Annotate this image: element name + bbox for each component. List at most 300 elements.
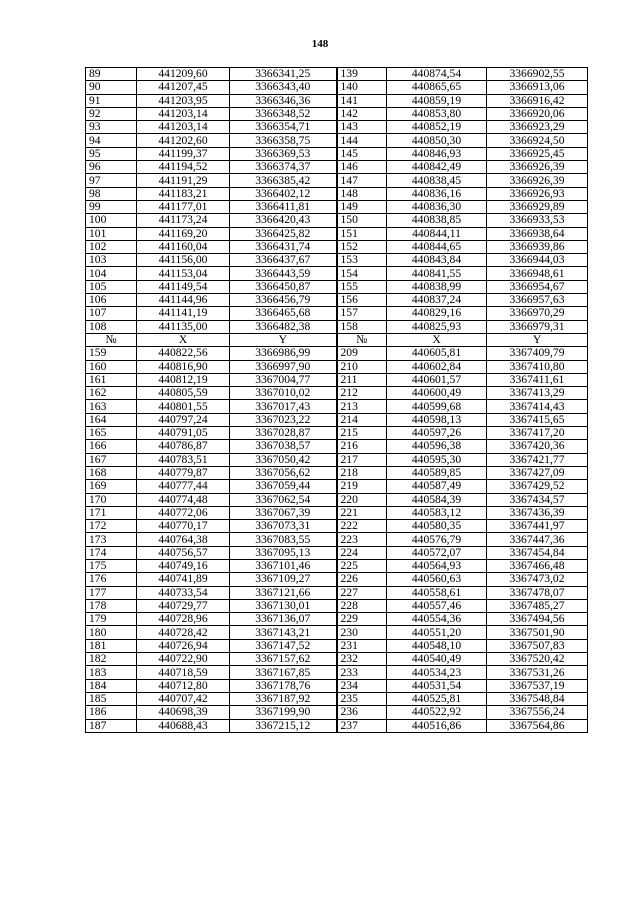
table-row [86,520,588,533]
cell-y-left: 3366456,79 [230,294,337,307]
cell-point-number-right: 215 [337,427,387,440]
cell-y-left: 3367121,66 [230,586,337,599]
cell-y-left: 3367109,27 [230,573,337,586]
cell-y-right: 3366938,64 [487,227,588,240]
cell-y-left: 3366369,53 [230,147,337,160]
cell-x-left: 440812,19 [137,373,230,386]
cell-point-number-left: 187 [86,719,137,732]
cell-y-left: 3367143,21 [230,626,337,639]
cell-x-left: 440722,90 [137,653,230,666]
cell-y-left: 3366411,81 [230,200,337,213]
cell-x-left: 441173,24 [137,214,230,227]
table-row [86,254,588,267]
cell-y-right: 3367507,83 [487,639,588,652]
cell-x-left: 440801,55 [137,400,230,413]
cell-y-left: 3367010,02 [230,387,337,400]
table-row [86,121,588,134]
cell-x-right: 440829,16 [387,307,487,320]
cell-point-number-left: 178 [86,599,137,612]
cell-y-right: 3367520,42 [487,653,588,666]
header-x-right: X [387,333,487,346]
cell-x-left: 441183,21 [137,187,230,200]
cell-x-right: 440601,57 [387,373,487,386]
cell-point-number-right: 139 [337,68,387,81]
cell-point-number-left: 166 [86,440,137,453]
cell-y-right: 3366933,53 [487,214,588,227]
cell-point-number-left: 168 [86,466,137,479]
cell-y-left: 3367059,44 [230,480,337,493]
cell-point-number-right: 149 [337,200,387,213]
header-y-right: Y [487,333,588,346]
cell-x-right: 440838,99 [387,280,487,293]
cell-x-right: 440551,20 [387,626,487,639]
cell-x-right: 440560,63 [387,573,487,586]
cell-point-number-left: 169 [86,480,137,493]
cell-point-number-right: 220 [337,493,387,506]
cell-y-right: 3366926,39 [487,174,588,187]
cell-x-right: 440534,23 [387,666,487,679]
cell-point-number-left: 163 [86,400,137,413]
table-row [86,347,588,360]
cell-x-left: 440777,44 [137,480,230,493]
cell-x-left: 440764,38 [137,533,230,546]
table-row [86,559,588,572]
cell-x-right: 440602,84 [387,360,487,373]
cell-x-right: 440597,26 [387,427,487,440]
cell-x-left: 440707,42 [137,692,230,705]
cell-y-right: 3367411,61 [487,373,588,386]
table-row [86,240,588,253]
cell-point-number-left: 93 [86,121,137,134]
cell-point-number-right: 221 [337,506,387,519]
cell-y-left: 3367215,12 [230,719,337,732]
table-row [86,307,588,320]
cell-point-number-right: 224 [337,546,387,559]
cell-y-right: 3366916,42 [487,94,588,107]
cell-x-right: 440850,30 [387,134,487,147]
cell-y-left: 3366420,43 [230,214,337,227]
cell-point-number-right: 217 [337,453,387,466]
table-row [86,227,588,240]
cell-x-right: 440599,68 [387,400,487,413]
cell-y-right: 3366954,67 [487,280,588,293]
cell-x-right: 440587,49 [387,480,487,493]
cell-y-left: 3367147,52 [230,639,337,652]
cell-x-right: 440531,54 [387,679,487,692]
cell-y-right: 3367429,52 [487,480,588,493]
coordinates-table-bottom-section [86,347,588,733]
cell-x-left: 440698,39 [137,706,230,719]
cell-x-left: 440770,17 [137,520,230,533]
cell-y-right: 3366926,39 [487,161,588,174]
cell-point-number-right: 232 [337,653,387,666]
cell-x-left: 441149,54 [137,280,230,293]
cell-point-number-right: 223 [337,533,387,546]
cell-y-right: 3367413,29 [487,387,588,400]
cell-y-right: 3366902,55 [487,68,588,81]
cell-x-right: 440557,46 [387,599,487,612]
cell-point-number-left: 185 [86,692,137,705]
cell-y-right: 3367427,09 [487,466,588,479]
cell-point-number-right: 146 [337,161,387,174]
coordinates-table-header [86,333,588,346]
table-row [86,666,588,679]
cell-y-right: 3366939,86 [487,240,588,253]
cell-point-number-right: 157 [337,307,387,320]
cell-x-left: 441141,19 [137,307,230,320]
cell-point-number-right: 234 [337,679,387,692]
cell-point-number-right: 142 [337,107,387,120]
cell-y-left: 3367167,85 [230,666,337,679]
cell-point-number-left: 173 [86,533,137,546]
cell-x-right: 440838,45 [387,174,487,187]
cell-point-number-right: 212 [337,387,387,400]
table-row [86,280,588,293]
cell-y-right: 3367548,84 [487,692,588,705]
cell-y-right: 3367434,57 [487,493,588,506]
table-row [86,440,588,453]
cell-point-number-left: 182 [86,653,137,666]
table-row [86,626,588,639]
cell-x-right: 440598,13 [387,413,487,426]
cell-point-number-right: 211 [337,373,387,386]
cell-x-left: 441191,29 [137,174,230,187]
table-row [86,546,588,559]
page-number: 148 [311,38,329,50]
header-y-left: Y [230,333,337,346]
cell-y-left: 3367199,90 [230,706,337,719]
table-row [86,174,588,187]
cell-y-right: 3367417,20 [487,427,588,440]
cell-point-number-left: 103 [86,254,137,267]
cell-x-left: 440726,94 [137,639,230,652]
table-row [86,68,588,81]
cell-point-number-right: 214 [337,413,387,426]
cell-x-right: 440844,65 [387,240,487,253]
cell-y-left: 3366385,42 [230,174,337,187]
cell-point-number-right: 230 [337,626,387,639]
cell-y-left: 3366443,59 [230,267,337,280]
cell-x-left: 441177,01 [137,200,230,213]
cell-x-right: 440564,93 [387,559,487,572]
cell-point-number-right: 222 [337,520,387,533]
table-row [86,360,588,373]
cell-y-right: 3367501,90 [487,626,588,639]
cell-y-left: 3366437,67 [230,254,337,267]
cell-x-left: 440688,43 [137,719,230,732]
cell-y-left: 3367157,62 [230,653,337,666]
cell-y-right: 3367537,19 [487,679,588,692]
table-row [86,533,588,546]
cell-point-number-right: 213 [337,400,387,413]
cell-x-right: 440554,36 [387,613,487,626]
cell-x-right: 440874,54 [387,68,487,81]
cell-x-right: 440584,39 [387,493,487,506]
cell-point-number-left: 160 [86,360,137,373]
cell-point-number-left: 167 [86,453,137,466]
cell-x-right: 440825,93 [387,320,487,333]
cell-point-number-left: 107 [86,307,137,320]
table-row [86,387,588,400]
coordinates-table-top-section [86,68,588,334]
cell-x-right: 440595,30 [387,453,487,466]
cell-y-left: 3367017,43 [230,400,337,413]
cell-y-right: 3366979,31 [487,320,588,333]
cell-x-right: 440853,80 [387,107,487,120]
cell-y-left: 3367083,55 [230,533,337,546]
table-row [86,147,588,160]
table-row [86,719,588,732]
cell-y-left: 3366346,36 [230,94,337,107]
cell-point-number-right: 233 [337,666,387,679]
table-row [86,599,588,612]
cell-y-left: 3366425,82 [230,227,337,240]
cell-point-number-right: 154 [337,267,387,280]
cell-x-left: 441156,00 [137,254,230,267]
table-row [86,187,588,200]
cell-y-left: 3366997,90 [230,360,337,373]
cell-y-left: 3367028,87 [230,427,337,440]
table-row [86,586,588,599]
cell-point-number-right: 228 [337,599,387,612]
cell-y-left: 3367101,46 [230,559,337,572]
cell-point-number-left: 95 [86,147,137,160]
cell-y-right: 3366929,89 [487,200,588,213]
cell-x-left: 441144,96 [137,294,230,307]
cell-x-left: 441160,04 [137,240,230,253]
table-row [86,413,588,426]
cell-x-right: 440589,85 [387,466,487,479]
cell-point-number-right: 143 [337,121,387,134]
cell-point-number-left: 180 [86,626,137,639]
cell-x-right: 440844,11 [387,227,487,240]
cell-point-number-left: 104 [86,267,137,280]
cell-point-number-left: 108 [86,320,137,333]
cell-y-left: 3366482,38 [230,320,337,333]
cell-point-number-right: 227 [337,586,387,599]
cell-point-number-right: 218 [337,466,387,479]
cell-y-right: 3367436,39 [487,506,588,519]
cell-x-right: 440558,61 [387,586,487,599]
cell-x-left: 440749,16 [137,559,230,572]
cell-y-right: 3366926,93 [487,187,588,200]
cell-y-right: 3367531,26 [487,666,588,679]
cell-y-left: 3366431,74 [230,240,337,253]
cell-y-right: 3366920,06 [487,107,588,120]
cell-point-number-left: 171 [86,506,137,519]
cell-point-number-right: 209 [337,347,387,360]
cell-x-left: 440822,56 [137,347,230,360]
cell-x-right: 440596,38 [387,440,487,453]
cell-point-number-left: 101 [86,227,137,240]
cell-point-number-right: 237 [337,719,387,732]
cell-point-number-right: 226 [337,573,387,586]
header-x-left: X [137,333,230,346]
cell-point-number-left: 92 [86,107,137,120]
cell-y-left: 3366348,52 [230,107,337,120]
cell-point-number-right: 155 [337,280,387,293]
cell-point-number-left: 183 [86,666,137,679]
cell-x-right: 440516,86 [387,719,487,732]
table-row [86,320,588,333]
cell-x-left: 440728,42 [137,626,230,639]
cell-point-number-left: 175 [86,559,137,572]
cell-x-left: 441202,60 [137,134,230,147]
table-row [86,493,588,506]
cell-x-left: 440712,80 [137,679,230,692]
cell-x-left: 440805,59 [137,387,230,400]
cell-point-number-right: 152 [337,240,387,253]
cell-x-right: 440605,81 [387,347,487,360]
cell-y-right: 3367441,97 [487,520,588,533]
cell-y-right: 3367420,36 [487,440,588,453]
cell-x-right: 440838,85 [387,214,487,227]
cell-x-left: 441207,45 [137,81,230,94]
cell-point-number-right: 153 [337,254,387,267]
table-row [86,427,588,440]
cell-point-number-left: 179 [86,613,137,626]
cell-x-left: 441194,52 [137,161,230,174]
cell-y-left: 3367062,54 [230,493,337,506]
cell-x-right: 440540,49 [387,653,487,666]
cell-y-right: 3367473,02 [487,573,588,586]
table-row [86,214,588,227]
cell-y-right: 3366970,29 [487,307,588,320]
table-row [86,294,588,307]
cell-point-number-left: 106 [86,294,137,307]
cell-y-right: 3367485,27 [487,599,588,612]
cell-point-number-left: 94 [86,134,137,147]
cell-x-left: 440816,90 [137,360,230,373]
cell-x-left: 441135,00 [137,320,230,333]
cell-point-number-right: 219 [337,480,387,493]
table-row [86,267,588,280]
cell-x-left: 441169,20 [137,227,230,240]
cell-y-right: 3367454,84 [487,546,588,559]
table-row [86,639,588,652]
cell-y-right: 3366924,50 [487,134,588,147]
cell-y-left: 3366341,25 [230,68,337,81]
header-number-right: № [337,333,387,346]
cell-x-left: 440741,89 [137,573,230,586]
cell-x-left: 441199,37 [137,147,230,160]
cell-y-left: 3366374,37 [230,161,337,174]
cell-point-number-left: 97 [86,174,137,187]
cell-x-left: 441203,14 [137,121,230,134]
cell-point-number-left: 170 [86,493,137,506]
cell-point-number-left: 91 [86,94,137,107]
cell-point-number-left: 172 [86,520,137,533]
cell-point-number-left: 184 [86,679,137,692]
cell-x-right: 440836,16 [387,187,487,200]
cell-x-right: 440843,84 [387,254,487,267]
cell-x-right: 440842,49 [387,161,487,174]
cell-y-right: 3367447,36 [487,533,588,546]
cell-y-left: 3367056,62 [230,466,337,479]
cell-y-right: 3367409,79 [487,347,588,360]
cell-point-number-right: 140 [337,81,387,94]
cell-x-left: 440797,24 [137,413,230,426]
cell-point-number-right: 151 [337,227,387,240]
table-row [86,107,588,120]
cell-point-number-right: 231 [337,639,387,652]
cell-point-number-left: 89 [86,68,137,81]
table-row [86,506,588,519]
cell-point-number-left: 98 [86,187,137,200]
cell-x-left: 440729,77 [137,599,230,612]
table-row [86,373,588,386]
cell-y-left: 3367004,77 [230,373,337,386]
cell-x-left: 441209,60 [137,68,230,81]
cell-point-number-right: 144 [337,134,387,147]
cell-y-left: 3367038,57 [230,440,337,453]
table-row [86,81,588,94]
cell-point-number-left: 165 [86,427,137,440]
table-row [86,613,588,626]
cell-point-number-left: 105 [86,280,137,293]
coordinates-table [85,67,588,733]
cell-y-right: 3367494,56 [487,613,588,626]
cell-y-left: 3366402,12 [230,187,337,200]
cell-x-left: 440728,96 [137,613,230,626]
cell-point-number-left: 161 [86,373,137,386]
cell-point-number-right: 158 [337,320,387,333]
cell-x-left: 440783,51 [137,453,230,466]
cell-y-right: 3367478,07 [487,586,588,599]
cell-point-number-left: 164 [86,413,137,426]
cell-x-left: 440786,87 [137,440,230,453]
cell-x-right: 440583,12 [387,506,487,519]
cell-y-right: 3366913,06 [487,81,588,94]
table-row [86,94,588,107]
cell-x-right: 440865,65 [387,81,487,94]
cell-point-number-right: 156 [337,294,387,307]
cell-y-right: 3367564,86 [487,719,588,732]
cell-y-right: 3367410,80 [487,360,588,373]
cell-x-left: 441203,95 [137,94,230,107]
cell-y-left: 3367095,13 [230,546,337,559]
cell-x-left: 440733,54 [137,586,230,599]
cell-point-number-left: 174 [86,546,137,559]
cell-y-left: 3367136,07 [230,613,337,626]
cell-point-number-left: 176 [86,573,137,586]
cell-y-right: 3366944,03 [487,254,588,267]
table-header-row [86,333,588,346]
table-row [86,134,588,147]
cell-y-right: 3366925,45 [487,147,588,160]
cell-y-left: 3366358,75 [230,134,337,147]
cell-x-right: 440846,93 [387,147,487,160]
cell-y-left: 3367073,31 [230,520,337,533]
table-row [86,161,588,174]
cell-y-left: 3366343,40 [230,81,337,94]
table-row [86,400,588,413]
cell-point-number-right: 229 [337,613,387,626]
cell-x-right: 440522,92 [387,706,487,719]
table-row [86,453,588,466]
cell-x-left: 440772,06 [137,506,230,519]
cell-point-number-left: 100 [86,214,137,227]
cell-point-number-left: 96 [86,161,137,174]
cell-x-left: 440779,87 [137,466,230,479]
cell-x-left: 441153,04 [137,267,230,280]
cell-x-right: 440600,49 [387,387,487,400]
table-row [86,692,588,705]
cell-y-left: 3366986,99 [230,347,337,360]
cell-point-number-left: 102 [86,240,137,253]
cell-point-number-right: 148 [337,187,387,200]
cell-x-right: 440836,30 [387,200,487,213]
